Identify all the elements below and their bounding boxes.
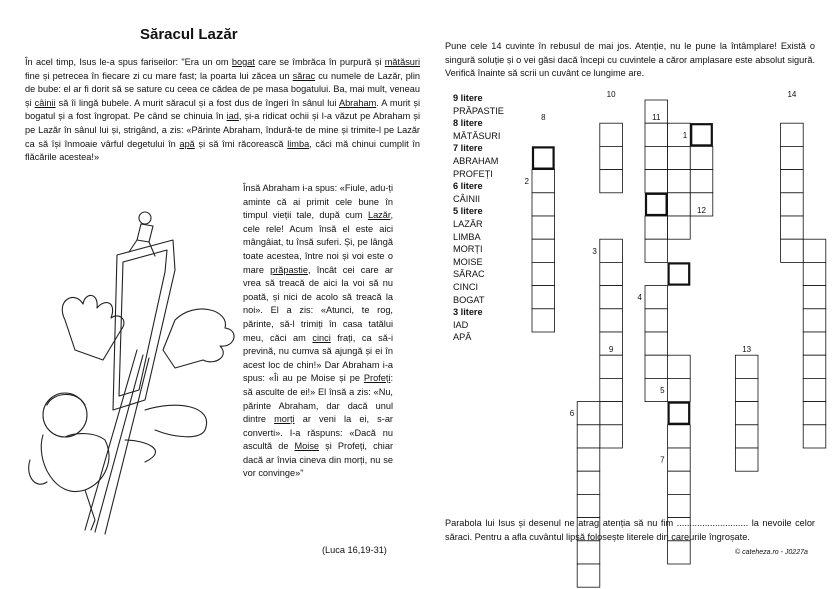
word-list-item: APĂ [453,332,472,343]
crossword-cell[interactable] [803,355,826,378]
crossword-cell[interactable] [668,355,691,378]
word-list-item: MORȚI [453,244,483,255]
crossword-cell[interactable] [668,425,691,448]
crossword-cell[interactable] [600,262,623,285]
crossword-cell-bold[interactable] [691,124,712,145]
crossword-cell[interactable] [735,425,758,448]
crossword-cell[interactable] [803,239,826,262]
crossword-cell[interactable] [645,239,668,262]
crossword-cell-bold[interactable] [669,263,690,284]
crossword-cell-bold[interactable] [669,403,690,424]
crossword-cell[interactable] [532,193,555,216]
word-group-header: 8 litere [453,118,483,129]
crossword-cell[interactable] [668,494,691,517]
crossword-number-3: 3 [592,246,597,256]
crossword-cell[interactable] [803,332,826,355]
crossword-cell[interactable] [645,170,668,193]
bottom-text: Parabola lui Isus și desenul ne atrag atenția să nu fim ............................ la nevoile celor săraci. Pentru a afla cuvântul lipsă folosește literele din careurile îngroșate. [445,518,815,542]
crossword-cell[interactable] [577,541,600,564]
word-list-item: CÂINII [453,193,481,204]
crossword-cell[interactable] [803,286,826,309]
word-list-item: PRĂPASTIE [453,105,504,116]
crossword-cell[interactable] [577,564,600,587]
word-list-item: SĂRAC [453,269,485,280]
crossword-cell[interactable] [645,216,668,239]
crossword-cell[interactable] [577,448,600,471]
crossword-cell[interactable] [600,170,623,193]
crossword-cell[interactable] [577,402,600,425]
crossword-number-8: 8 [541,113,546,123]
instructions: Pune cele 14 cuvinte în rebusul de mai jos. Atenție, nu le pune la întâmplare! Există o singură soluție și o vei găsi dacă începi cu cuvintele a căror amplasare este absolut sigură. Verifică înainte să scrii un cuvânt ce lungime are. [445,41,815,79]
crossword-cell[interactable] [600,123,623,146]
word-list-item: BOGAT [453,294,485,305]
crossword-cell[interactable] [600,309,623,332]
crossword-number-2: 2 [524,177,529,187]
crossword-cell[interactable] [735,355,758,378]
crossword-number-6: 6 [569,409,575,419]
crossword-cell[interactable] [600,146,623,169]
crossword-number-14: 14 [787,90,797,99]
crossword-cell[interactable] [690,146,713,169]
crossword-cell[interactable] [645,355,668,378]
crossword-cell[interactable] [600,355,623,378]
crossword-cell[interactable] [532,286,555,309]
crossword-cell[interactable] [781,146,804,169]
crossword-cell[interactable] [781,170,804,193]
copyright: © cateheza.ro - J0227a [735,549,808,556]
crossword-cell[interactable] [532,262,555,285]
intro-text: În acel timp, Isus le-a spus fariseilor: "Era un om bogat care se îmbrăca în purpură și mătăsuri fine și petrecea în fiecare zi cu mare fast; la poarta lui zăcea un sărac cu numele de Lazăr, plin de bube: el ar fi dorit să se sature cu ceea ce cădea de pe masa bogatului. Ba, mai mult, veneau și câinii să îi lingă bubele. A murit săracul și a fost dus de îngeri în sânul lui Abraham. A murit și bogatul și a fost îngropat. Pe când se chinuia în iad, și-a ridicat ochii și l-a văzut pe Abraham și pe Lazăr în sânul lui și, strigând, a zis: «Părinte Abraham, îndură-te de mine și trimite-l pe Lazăr ca să își înmoaie vârful degetului în apă și să îmi răcorească limba, căci mă chinui cumplit în flăcările acestea!» [25,57,421,163]
word-group-header: 9 litere [453,93,483,103]
crossword-cell[interactable] [803,262,826,285]
dialog-text: Însă Abraham i-a spus: «Fiule, adu-ți aminte că ai primit cele bune în timpul vieții tale, după cum Lazăr, cele rele! Acum însă el este aici mângâiat, tu însă suferi. Și, pe lângă toate acestea, între noi și voi este o mare prăpastie, încât cei care ar vrea să treacă de aici la voi să nu poată, și nici de acolo să treacă la noi». El a zis: «Atunci, te rog, părinte, să-l trimiți în casa tatălui meu, căci am cinci frați, ca să-i prevină, nu cumva să ajungă și ei în acest loc de chin!» Dar Abraham i-a spus: «Îi au pe Moise și pe Profeți: să asculte de ei!» El însă a zis: «Nu, părinte Abraham, dar dacă unul dintre morți ar veni la ei, s-ar converti». I-a răspuns: «Dacă nu ascultă de Moise și Profeți, chiar dacă ar învia cineva din morți, nu se vor convinge»" [243,183,393,479]
crossword-cell[interactable] [532,239,555,262]
crossword-cell[interactable] [600,286,623,309]
word-group-header: 6 litere [453,181,483,192]
word-list-item: LIMBA [453,231,481,242]
crossword-number-10: 10 [606,90,616,99]
crossword-cell[interactable] [668,146,691,169]
crossword-cell[interactable] [668,448,691,471]
crossword-number-1: 1 [682,130,688,140]
crossword-cell-bold[interactable] [533,147,554,168]
crossword-cell[interactable] [645,286,668,309]
crossword-cell[interactable] [668,541,691,564]
crossword-cell[interactable] [532,216,555,239]
crossword-cell[interactable] [735,402,758,425]
crossword-number-4: 4 [637,293,642,303]
crossword-cell[interactable] [803,402,826,425]
crossword-cell[interactable] [577,494,600,517]
crossword-cell[interactable] [781,123,804,146]
crossword-cell[interactable] [735,448,758,471]
word-list-item: LAZĂR [453,218,483,229]
crossword-number-11: 11 [652,113,661,123]
crossword-cell[interactable] [532,170,555,193]
crossword-number-9: 9 [608,345,614,355]
word-list-item: CINCI [453,281,479,292]
crossword-cell[interactable] [600,402,623,425]
crossword-cell[interactable] [668,216,691,239]
word-list-item: ABRAHAM [453,155,499,166]
crossword-cell[interactable] [577,425,600,448]
crossword-number-13: 13 [742,345,752,355]
page-title: Săracul Lazăr [140,26,238,43]
crossword-cell[interactable] [781,239,804,262]
crossword-cell[interactable] [645,332,668,355]
crossword-cell[interactable] [600,378,623,401]
word-group-header: 3 litere [453,307,483,318]
word-group-header: 7 litere [453,143,483,154]
crossword-cell[interactable] [577,471,600,494]
crossword-cell-bold[interactable] [646,194,667,215]
word-list-item: IAD [453,319,469,330]
word-list-item: PROFEȚI [453,168,493,179]
crossword-cell[interactable] [645,146,668,169]
crossword-cell[interactable] [645,123,668,146]
crossword-number-5: 5 [660,386,665,395]
crossword-cell[interactable] [532,309,555,332]
crossword-cell[interactable] [645,309,668,332]
crossword-number-12: 12 [697,206,706,215]
crossword-cell[interactable] [803,309,826,332]
crossword-cell[interactable] [803,378,826,401]
word-group-header: 5 litere [453,206,483,217]
crossword-cell[interactable] [690,170,713,193]
crossword-cell[interactable] [668,471,691,494]
word-list-item: MOISE [453,256,483,267]
crossword-number-7: 7 [660,455,665,465]
bible-reference: (Luca 16,19-31) [322,545,387,555]
crossword-cell[interactable] [600,425,623,448]
crossword-cell[interactable] [803,425,826,448]
crossword-cell[interactable] [600,239,623,262]
crossword-cell[interactable] [735,378,758,401]
crossword-cell[interactable] [668,170,691,193]
crossword-cell[interactable] [668,193,691,216]
word-list-item: MĂTĂSURI [453,130,501,141]
crossword-cell[interactable] [781,193,804,216]
crossword-cell[interactable] [668,378,691,401]
crossword-cell[interactable] [781,216,804,239]
